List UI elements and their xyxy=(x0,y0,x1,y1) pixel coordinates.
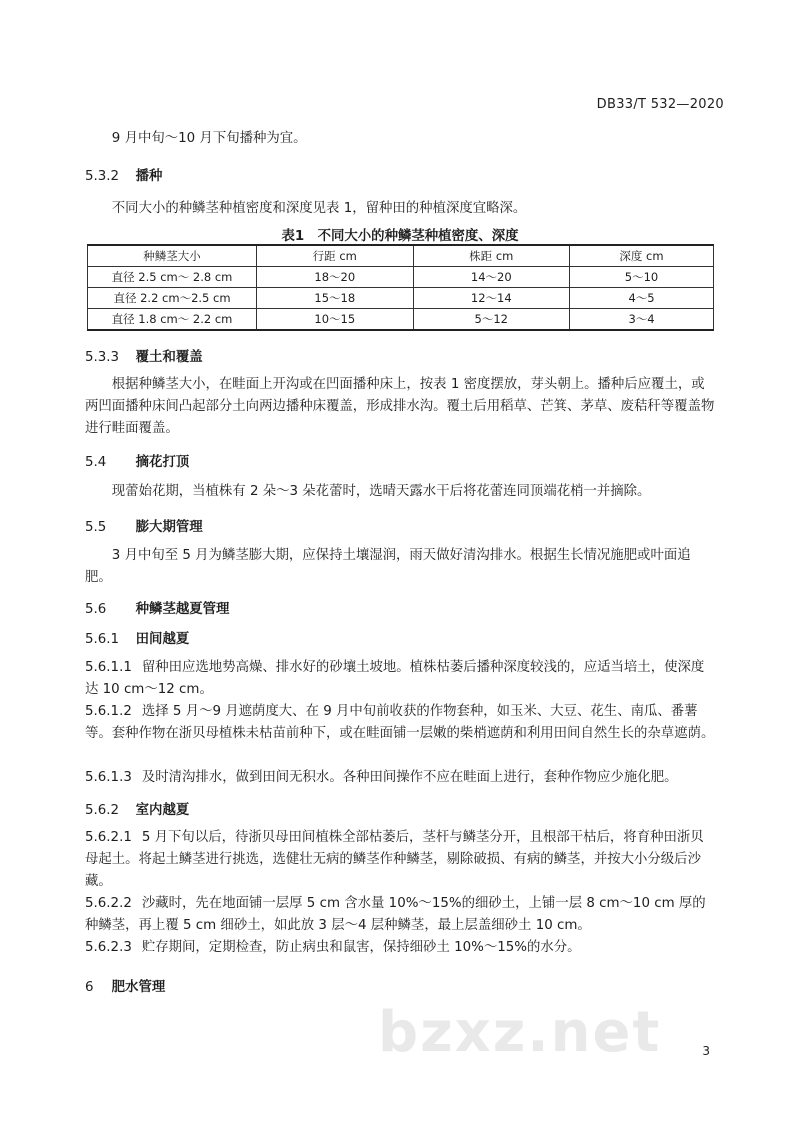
heading-title: 田间越夏 xyxy=(135,632,190,647)
heading-5-3-2 xyxy=(85,165,162,184)
heading-5-4 xyxy=(85,451,189,470)
clause-text: 及时清沟排水，做到田间无积水。各种田间操作不应在畦面上进行，套种作物应少施化肥。 xyxy=(141,770,678,785)
paragraph-5-3-2: 不同大小的种鳞茎种植密度和深度见表 1，留种田的种植深度宜略深。 xyxy=(111,201,527,216)
paragraph-5-3-3: 根据种鳞茎大小，在畦面上开沟或在凹面播种床上，按表 1 密度摆放，芽头朝上。播种后应覆土，或两凹面播种床间凸起部分土向两边播种床覆盖，形成排水沟。覆土后用稻草、芒箕、茅草、废秸秆等覆盖物进行畦面覆盖。 xyxy=(85,377,715,436)
table-cell: 直径 2.2 cm～2.5 cm xyxy=(88,288,257,309)
heading-6 xyxy=(85,976,165,995)
table-cell: 10～15 xyxy=(257,309,414,331)
heading-number: 6 xyxy=(85,980,94,995)
clause-text: 沙藏时，先在地面铺一层厚 5 cm 含水量 10%～15%的细砂土，上铺一层 8 cm～10 cm 厚的种鳞茎，再上覆 5 cm 细砂土，如此放 3 层～4 层种鳞茎，最上层盖细砂土 10 cm。 xyxy=(85,896,706,933)
clause-5-6-2-2 xyxy=(85,893,715,937)
table-header-cell: 行距 cm xyxy=(257,245,414,267)
clause-5-6-1-2 xyxy=(85,701,715,745)
clause-text: 选择 5 月～9 月遮荫度大、在 9 月中旬前收获的作物套种，如玉米、大豆、花生、南瓜、番薯等。套种作物在浙贝母植株未枯苗前种下，或在畦面铺一层嫩的柴梢遮荫和利用田间自然生长的杂草遮荫。 xyxy=(85,704,715,741)
table-header-cell: 株距 cm xyxy=(413,245,570,267)
watermark: bzxz.net xyxy=(378,1000,662,1065)
standard-code: DB33/T 532—2020 xyxy=(596,97,724,112)
heading-title: 覆土和覆盖 xyxy=(135,350,203,365)
table-cell: 15～18 xyxy=(257,288,414,309)
clause-text: 留种田应选地势高燥、排水好的砂壤土坡地。植株枯萎后播种深度较浅的，应适当培土，使深度达 10 cm～12 cm。 xyxy=(85,660,705,697)
table-cell: 5～12 xyxy=(413,309,570,331)
paragraph-5-4: 现蕾始花期，当植株有 2 朵～3 朵花蕾时，选晴天露水干后将花蕾连同顶端花梢一并摘除。 xyxy=(111,484,651,499)
clause-number: 5.6.1.1 xyxy=(85,660,132,675)
table-cell: 4～5 xyxy=(570,288,714,309)
clause-5-6-1-1 xyxy=(85,657,715,701)
table-header-cell: 种鳞茎大小 xyxy=(88,245,257,267)
heading-number: 5.3.2 xyxy=(85,169,120,184)
paragraph-5-5: 3 月中旬至 5 月为鳞茎膨大期，应保持土壤湿润，雨天做好清沟排水。根据生长情况施肥或叶面追肥。 xyxy=(85,548,691,585)
heading-title: 室内越夏 xyxy=(135,803,190,818)
clause-number: 5.6.1.3 xyxy=(85,770,132,785)
heading-number: 5.4 xyxy=(85,455,107,470)
page-number: 3 xyxy=(702,1044,710,1058)
table-cell: 直径 1.8 cm～ 2.2 cm xyxy=(88,309,257,331)
table-cell: 直径 2.5 cm～ 2.8 cm xyxy=(88,267,257,288)
intro-paragraph: 9 月中旬～10 月下旬播种为宜。 xyxy=(111,131,307,146)
clause-5-6-2-3 xyxy=(85,937,715,959)
table-cell: 5～10 xyxy=(570,267,714,288)
table-cell: 18～20 xyxy=(257,267,414,288)
heading-number: 5.3.3 xyxy=(85,350,120,365)
heading-number: 5.5 xyxy=(85,520,107,535)
heading-5-6 xyxy=(85,598,229,617)
heading-number: 5.6 xyxy=(85,602,107,617)
table-row xyxy=(88,288,714,309)
heading-5-6-2 xyxy=(85,799,189,818)
clause-number: 5.6.2.3 xyxy=(85,940,132,955)
table-cell: 12～14 xyxy=(413,288,570,309)
table-cell: 14～20 xyxy=(413,267,570,288)
heading-5-3-3 xyxy=(85,346,203,365)
heading-5-6-1 xyxy=(85,628,189,647)
clause-text: 5 月下旬以后，待浙贝母田间植株全部枯萎后，茎杆与鳞茎分开，且根部干枯后，将育种田浙贝母起土。将起土鳞茎进行挑选，选健壮无病的鳞茎作种鳞茎，剔除破损、有病的鳞茎，并按大小分级后沙藏。 xyxy=(85,830,704,889)
heading-title: 播种 xyxy=(135,169,163,184)
planting-density-table xyxy=(87,244,714,331)
table-row xyxy=(88,309,714,331)
table-header-row xyxy=(88,245,714,267)
table-header-cell: 深度 cm xyxy=(570,245,714,267)
heading-title: 肥水管理 xyxy=(111,980,166,995)
clause-number: 5.6.2.2 xyxy=(85,896,132,911)
clause-number: 5.6.2.1 xyxy=(85,830,132,845)
heading-number: 5.6.1 xyxy=(85,632,120,647)
clause-text: 贮存期间，定期检查，防止病虫和鼠害，保持细砂土 10%～15%的水分。 xyxy=(141,940,581,955)
table-cell: 3～4 xyxy=(570,309,714,331)
heading-title: 种鳞茎越夏管理 xyxy=(135,602,230,617)
table-caption: 表1 不同大小的种鳞茎种植密度、深度 xyxy=(281,229,519,244)
heading-5-5 xyxy=(85,516,203,535)
heading-title: 膨大期管理 xyxy=(135,520,203,535)
clause-number: 5.6.1.2 xyxy=(85,704,132,719)
heading-title: 摘花打顶 xyxy=(135,455,190,470)
table-row xyxy=(88,267,714,288)
clause-5-6-1-3 xyxy=(85,767,715,789)
clause-5-6-2-1 xyxy=(85,827,715,893)
heading-number: 5.6.2 xyxy=(85,803,120,818)
